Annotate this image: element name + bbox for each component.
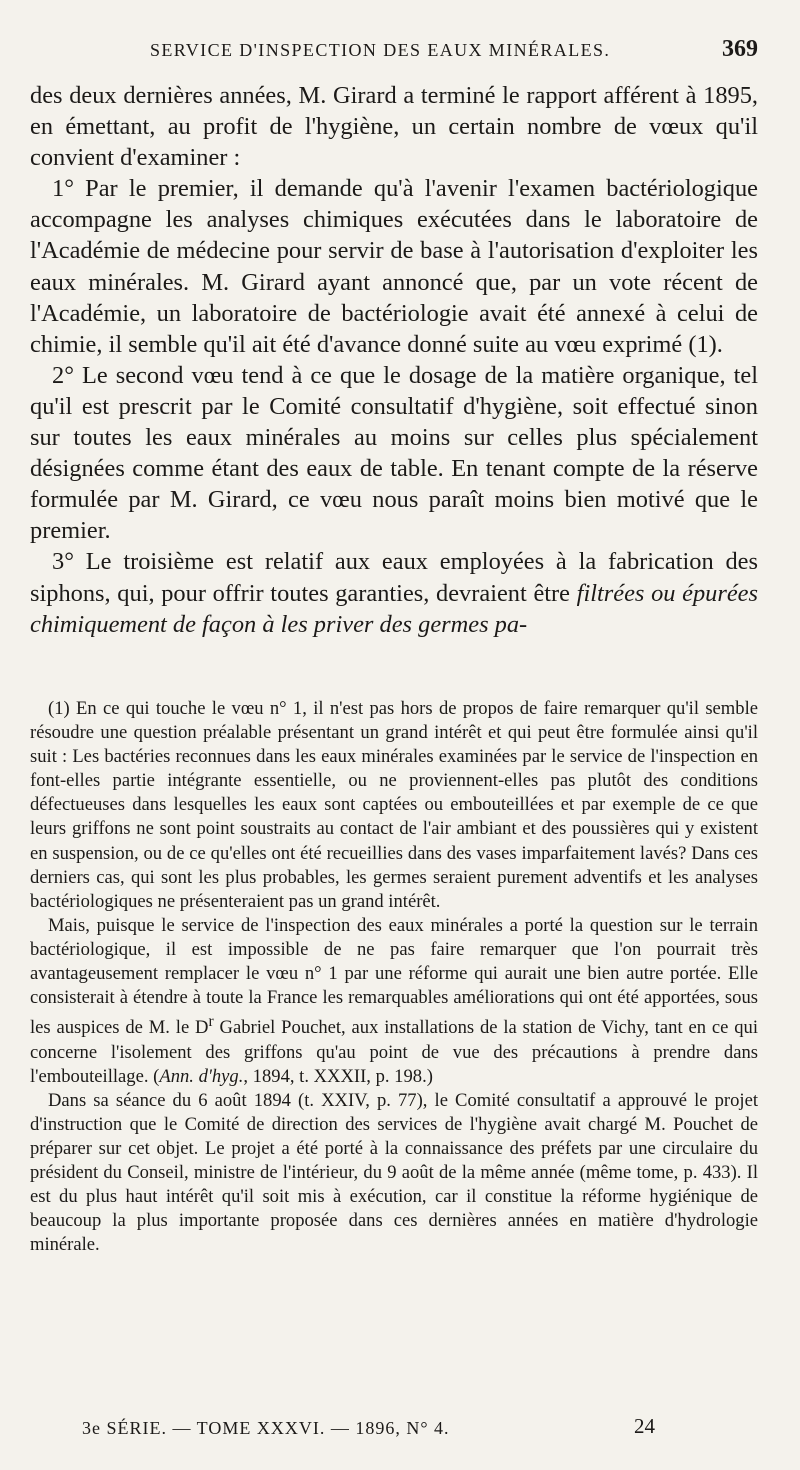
paragraph: 1° Par le premier, il demande qu'à l'avenir l'examen bactériologique accompagne les analyses chimiques exécutées dans le laboratoire de l'Académie de médecine pour servir de base à l'autorisation d'exploiter les eaux minérales. M. Girard ayant annoncé que, par un vote récent de l'Académie, un laboratoire de bactériologie avait été annexé à celui de chimie, il semble qu'il ait été d'avance donné suite au vœu exprimé (1).	[30, 175, 758, 358]
superscript: r	[208, 1013, 214, 1031]
citation-title: Ann. d'hyg.	[159, 1065, 244, 1087]
footnote-text: Mais, puisque le service de l'inspection des eaux minérales a porté la question sur le terrain bactériologique, il est impossible de ne pas faire remarquer que l'on pourrait très avantageusement remplacer le vœu n° 1 par une réforme qui aurait une bien autre portée. Elle consisterait à étendre à toute la France les remarquables améliorations qui ont été apportées, sous les auspices de M. le D	[30, 914, 758, 1039]
footnote-block	[30, 697, 758, 1257]
footnote: (1) En ce qui touche le vœu n° 1, il n'est pas hors de propos de faire remarquer qu'il semble résoudre une question préalable présentant un grand intérêt et qui peut être formulée ainsi qu'il suit : Les bactéries reconnues dans les eaux minérales examinées par le service de l'inspection en font-elles partie intégrante essentielle, ou ne proviennent-elles pas plutôt des conditions défectueuses dans lesquelles les eaux sont captées ou embouteillées et par exemple de ce que leurs griffons ne sont point soustraits au contact de l'air ambiant et des poussières qui y existent en suspension, ou de ce qu'elles ont été recueillies dans des vases imparfaitement lavés? Dans ces derniers cas, qui sont les plus probables, les germes seraient purement adventifs et les analyses bactériologiques ne présenteraient pas un grand intérêt.	[30, 698, 758, 912]
paragraph: des deux dernières années, M. Girard a terminé le rapport afférent à 1895, en émettant, au profit de l'hygiène, un certain nombre de vœux qu'il convient d'examiner :	[30, 82, 758, 172]
running-title: SERVICE D'INSPECTION DES EAUX MINÉRALES.	[150, 40, 611, 60]
paragraph-text: 3° Le troisième est relatif aux eaux employées à la fabrication des siphons, qui, pour offrir toutes garanties, devraient être	[30, 548, 758, 607]
footnote-paragraph	[30, 914, 758, 1089]
page-number: 369	[722, 36, 758, 62]
footnote-text: , 1894, t. XXXII, p. 198.)	[243, 1065, 433, 1087]
paragraph	[30, 546, 758, 639]
emphasis-text: filtrées ou épurées chimiquement de façon à les priver des germes pa-	[30, 579, 758, 638]
page-footer	[62, 1414, 655, 1444]
footnote-text: Gabriel Pouchet, aux installations de la station de Vichy, tant en ce qui concerne l'isolement des griffons qu'au point de vue des précautions à prendre dans l'embouteillage. (	[30, 1017, 759, 1087]
main-text	[30, 80, 758, 640]
page-header	[30, 34, 758, 70]
signature-mark: 24	[634, 1414, 655, 1438]
paragraph: 2° Le second vœu tend à ce que le dosage de la matière organique, tel qu'il est prescrit par le Comité consultatif d'hygiène, soit effectué sinon sur toutes les eaux minérales au moins sur celles plus spécialement désignées comme étant des eaux de table. En tenant compte de la réserve formulée par M. Girard, ce vœu nous paraît moins bien motivé que le premier.	[30, 361, 758, 545]
series-line: 3e SÉRIE. — TOME XXXVI. — 1896, N° 4.	[82, 1418, 450, 1438]
footnote-paragraph: Dans sa séance du 6 août 1894 (t. XXIV, p. 77), le Comité consultatif a approuvé le projet d'instruction que le Comité de direction des services de l'hygiène avait chargé M. Pouchet de préparer sur cet objet. Le projet a été porté à la connaissance des préfets par une circulaire du président du Conseil, ministre de l'intérieur, du 9 août de la même année (même tome, p. 433). Il est du plus haut intérêt qu'il soit mis à exécution, car il constitue la réforme hygiénique de beaucoup la plus importante proposée dans ces dernières années en matière d'hydrologie minérale.	[30, 1089, 758, 1256]
